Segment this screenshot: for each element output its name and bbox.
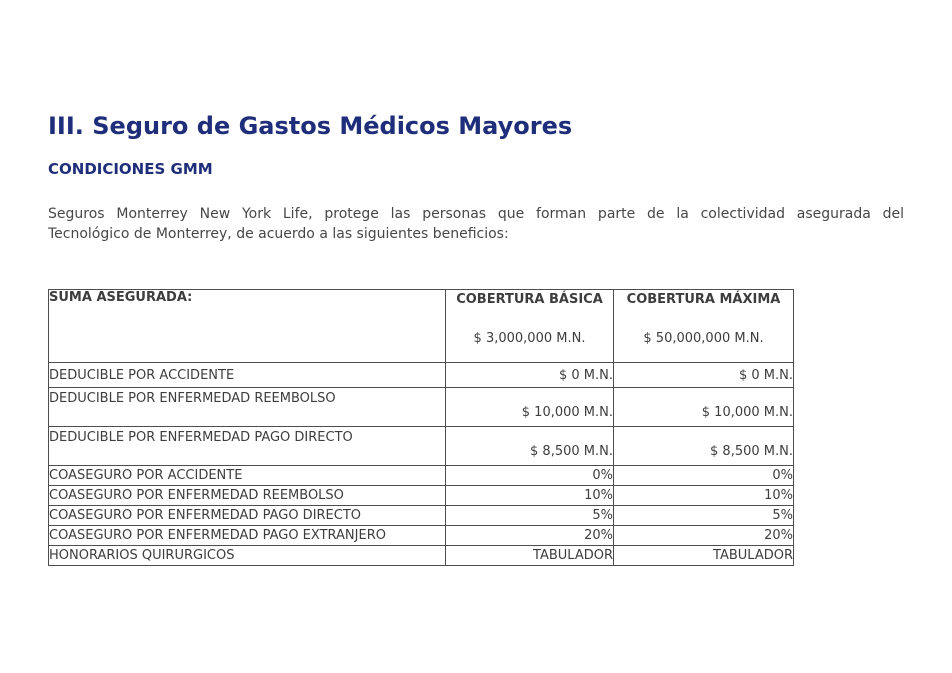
value-maxima: 20%	[614, 526, 794, 546]
row-label: DEDUCIBLE POR ACCIDENTE	[49, 363, 446, 388]
table-row	[49, 427, 794, 466]
intro-line-1: Seguros Monterrey New York Life, protege las personas que forman parte de la colectividad asegurada del	[48, 206, 904, 222]
table-row	[49, 486, 794, 506]
header-suma-asegurada: SUMA ASEGURADA:	[49, 290, 446, 363]
table-row	[49, 526, 794, 546]
intro-line-2: Tecnológico de Monterrey, de acuerdo a las siguientes beneficios:	[48, 226, 509, 242]
sum-maxima: $ 50,000,000 M.N.	[643, 331, 764, 346]
value-maxima: 10%	[614, 486, 794, 506]
row-label: COASEGURO POR ENFERMEDAD PAGO EXTRANJERO	[49, 526, 446, 546]
row-label: COASEGURO POR ENFERMEDAD PAGO DIRECTO	[49, 506, 446, 526]
table-row	[49, 388, 794, 427]
table-row	[49, 363, 794, 388]
value-basica: 10%	[446, 486, 614, 506]
value-maxima: TABULADOR	[614, 546, 794, 566]
header-cobertura-maxima	[614, 290, 794, 363]
value-maxima: 5%	[614, 506, 794, 526]
sum-basica: $ 3,000,000 M.N.	[473, 331, 586, 346]
header-cobertura-basica	[446, 290, 614, 363]
value-maxima: $ 0 M.N.	[614, 363, 794, 388]
table-row	[49, 546, 794, 566]
row-label: COASEGURO POR ENFERMEDAD REEMBOLSO	[49, 486, 446, 506]
col-header-maxima: COBERTURA MÁXIMA	[626, 292, 781, 307]
value-basica: $ 10,000 M.N.	[446, 388, 614, 427]
row-label: DEDUCIBLE POR ENFERMEDAD REEMBOLSO	[49, 388, 446, 427]
value-maxima: $ 8,500 M.N.	[614, 427, 794, 466]
value-maxima: 0%	[614, 466, 794, 486]
table-header-row	[49, 290, 794, 363]
value-basica: $ 0 M.N.	[446, 363, 614, 388]
page-title: III. Seguro de Gastos Médicos Mayores	[48, 112, 573, 140]
table-row	[49, 466, 794, 486]
row-label: DEDUCIBLE POR ENFERMEDAD PAGO DIRECTO	[49, 427, 446, 466]
intro-paragraph	[48, 204, 904, 244]
row-label: COASEGURO POR ACCIDENTE	[49, 466, 446, 486]
value-maxima: $ 10,000 M.N.	[614, 388, 794, 427]
row-label: HONORARIOS QUIRURGICOS	[49, 546, 446, 566]
value-basica: 5%	[446, 506, 614, 526]
value-basica: 20%	[446, 526, 614, 546]
value-basica: $ 8,500 M.N.	[446, 427, 614, 466]
benefits-table	[48, 289, 794, 566]
col-header-basica: COBERTURA BÁSICA	[456, 292, 603, 307]
value-basica: 0%	[446, 466, 614, 486]
value-basica: TABULADOR	[446, 546, 614, 566]
section-subtitle: CONDICIONES GMM	[48, 160, 213, 178]
table-row	[49, 506, 794, 526]
